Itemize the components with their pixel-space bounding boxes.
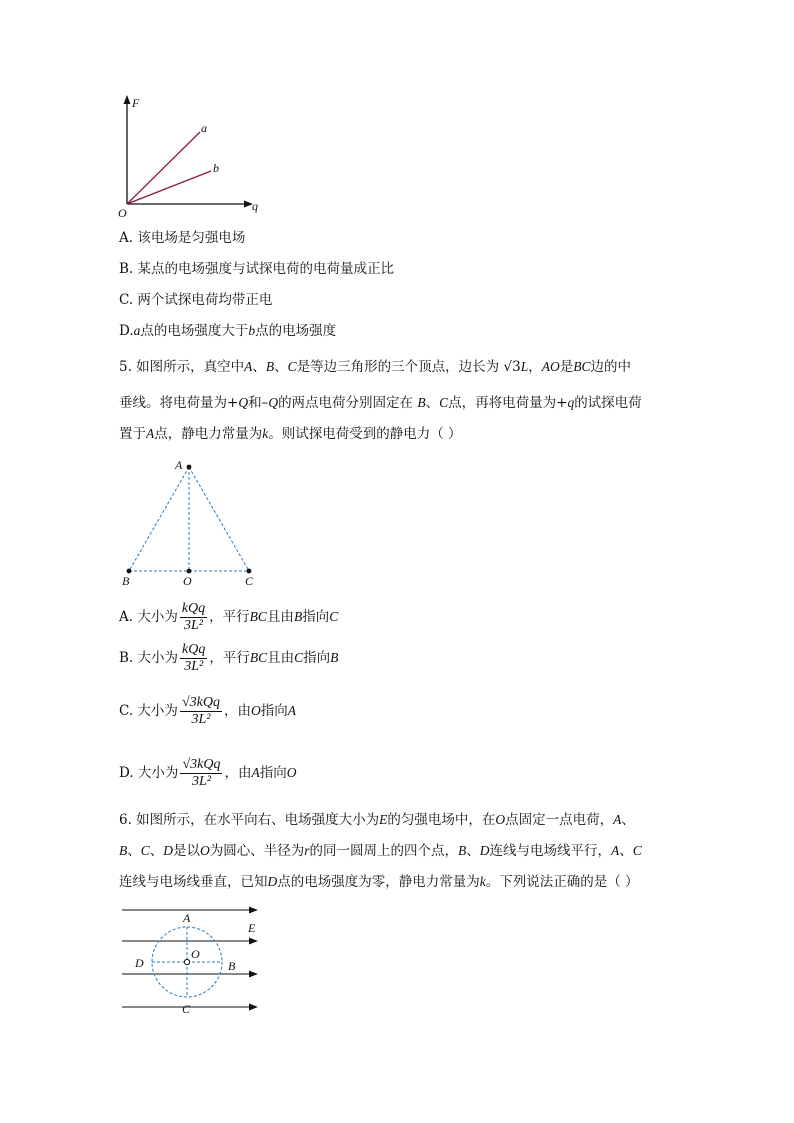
q5-var-c: C <box>294 650 304 665</box>
q5-var-b: B <box>330 650 339 665</box>
q5-var-c: C <box>287 359 297 374</box>
label-a: A <box>175 458 183 472</box>
fraction-numerator: √3kQq <box>182 757 221 772</box>
q6-text: 为圆心、半径为 <box>209 843 305 859</box>
q5-text: 指向 <box>259 765 287 781</box>
q5-line-1 <box>119 357 631 377</box>
label-d: D <box>135 956 144 970</box>
q5-var-a: A <box>146 426 155 441</box>
q6-var-d: D <box>479 843 490 858</box>
label-b: B <box>122 574 130 588</box>
q5-var-c: C <box>439 395 449 410</box>
q6-sep: 、 <box>619 843 633 859</box>
label-c: C <box>245 574 254 588</box>
line-b-label: b <box>213 161 219 175</box>
q6-var-a: A <box>611 843 620 858</box>
label-b: B <box>228 959 236 973</box>
x-axis-label: q <box>252 199 258 213</box>
q4-option-a-text: A. 该电场是匀强电场 <box>119 230 246 246</box>
q4-option-b-text: B. 某点的电场强度与试探电荷的电荷量成正比 <box>119 261 395 277</box>
q5-var-bc: BC <box>249 609 267 624</box>
q5-text: ，平行 <box>209 609 250 625</box>
q5-text: 是 <box>559 359 574 375</box>
q5-text: 置于 <box>119 426 146 442</box>
q6-text: 6. 如图所示，在水平向右、电场强度大小为 <box>119 812 380 828</box>
field-arrow-4 <box>249 1004 258 1011</box>
line-a-label: a <box>201 121 207 135</box>
q5-var-l: L <box>520 359 529 374</box>
q5-line-3 <box>119 424 462 444</box>
q6-text: 连线与电场线平行， <box>489 843 612 859</box>
label-e: E <box>248 921 256 935</box>
q5-var-a: A <box>287 703 296 718</box>
q5-option-b-fraction <box>180 642 207 675</box>
origin-label: O <box>118 206 127 220</box>
q5-option-d-label: D. 大小为 <box>119 765 179 781</box>
line-b <box>127 171 211 204</box>
q6-text: 点固定一点电荷， <box>505 812 614 828</box>
side-ab <box>129 467 189 571</box>
q5-var-q: Q <box>268 395 279 410</box>
q5-var-b: B <box>265 359 275 374</box>
q5-option-a-label: A. 大小为 <box>119 609 178 625</box>
field-arrow-2 <box>249 938 258 945</box>
q5-text: 且由 <box>267 650 295 666</box>
q5-text: 是等边三角形的三个顶点，边长为 <box>296 359 500 375</box>
q6-text: 连线与电场线垂直，已知 <box>119 874 268 890</box>
q5-var-b: B <box>293 609 303 624</box>
q6-var-k: k <box>479 874 486 889</box>
q6-var-o: O <box>495 812 506 827</box>
q4-option-d-a: a <box>133 323 141 338</box>
q5-option-b <box>119 641 338 675</box>
q5-var-q: Q <box>238 395 249 410</box>
q5-var-a: A <box>244 359 253 374</box>
point-c <box>247 569 252 574</box>
q5-option-d <box>119 756 296 790</box>
q5-option-b-label: B. 大小为 <box>119 650 179 666</box>
q5-text: ，由 <box>223 703 251 719</box>
q4-option-d-end: 点的电场强度 <box>255 323 337 339</box>
q5-var-o: O <box>286 765 297 780</box>
q6-line-2 <box>119 841 642 861</box>
q5-option-c <box>119 694 296 728</box>
q6-var-e: E <box>379 812 388 827</box>
y-axis-label: F <box>132 96 140 110</box>
label-c: C <box>182 1002 191 1016</box>
point-b <box>127 569 132 574</box>
line-a <box>127 132 200 204</box>
point-o <box>187 569 192 574</box>
q6-var-d: D <box>163 843 174 858</box>
fraction-denominator: 3L² <box>191 712 211 727</box>
y-axis-arrow <box>124 95 131 104</box>
q5-var-a: A <box>251 765 260 780</box>
q6-var-b: B <box>119 843 128 858</box>
q5-var-o: O <box>250 703 261 718</box>
q4-option-b <box>119 259 394 279</box>
q4-option-d <box>119 321 336 341</box>
q4-option-d-mid: 点的电场强度大于 <box>140 323 249 339</box>
q5-text: 5. 如图所示，真空中 <box>119 359 245 375</box>
q5-text: ，平行 <box>209 650 250 666</box>
q6-sep: 、 <box>127 843 141 859</box>
q5-var-bc: BC <box>573 359 591 374</box>
label-o: O <box>191 947 200 961</box>
q6-var-d: D <box>267 874 278 889</box>
fraction-numerator: kQq <box>182 642 206 657</box>
q5-var-k: k <box>262 426 269 441</box>
q6-var-r: r <box>304 843 310 858</box>
q4-option-d-b: b <box>248 323 256 338</box>
q5-sep: 、 <box>252 359 266 375</box>
q5-text: 且由 <box>266 609 294 625</box>
q5-option-d-fraction <box>180 757 222 790</box>
q5-text: ，由 <box>224 765 252 781</box>
q5-option-c-fraction <box>180 695 222 728</box>
fraction-denominator: 3L² <box>184 659 204 674</box>
q5-sqrt3: √3 <box>503 359 521 375</box>
q5-text: 点，再将电荷量为+ <box>448 395 568 411</box>
q5-text: 的试探电荷 <box>574 395 642 411</box>
fraction-numerator: √3kQq <box>181 695 220 710</box>
q5-text: 垂线。将电荷量为+ <box>119 395 239 411</box>
q5-var-bc: BC <box>249 650 268 665</box>
q5-var-smallq: q <box>567 395 575 410</box>
q6-text: 是以 <box>173 843 201 859</box>
field-arrow-3 <box>249 971 258 978</box>
q6-line-3 <box>119 872 639 892</box>
label-a: A <box>183 911 191 925</box>
q5-text: 和– <box>248 395 269 411</box>
q5-text: 指向 <box>302 609 330 625</box>
q4-option-d-label: D. <box>119 323 134 339</box>
q5-line-2 <box>119 393 642 413</box>
q5-text: 指向 <box>260 703 288 719</box>
force-charge-graph <box>110 92 270 222</box>
q6-var-c: C <box>140 843 150 858</box>
q4-option-c <box>119 290 272 310</box>
center-o <box>184 959 189 964</box>
triangle-figure <box>112 455 272 590</box>
fraction-numerator: kQq <box>181 601 206 616</box>
q6-var-c: C <box>632 843 642 858</box>
q5-text: 的两点电荷分别固定在 <box>278 395 414 411</box>
q6-var-o: O <box>200 843 210 858</box>
q5-option-a-fraction <box>180 601 207 634</box>
q6-text: 的匀强电场中，在 <box>387 812 496 828</box>
q5-var-b: B <box>417 395 426 410</box>
q5-text: 指向 <box>303 650 331 666</box>
q5-sep: 、 <box>425 395 440 411</box>
fraction-denominator: 3L² <box>191 774 211 789</box>
q4-option-c-text: C. 两个试探电荷均带正电 <box>119 292 273 308</box>
q6-sep: 、 <box>149 843 164 859</box>
field-circle-figure <box>112 898 272 1020</box>
fraction-denominator: 3L² <box>184 618 203 633</box>
q6-sep: 、 <box>466 843 480 859</box>
q6-text: 点的电场强度为零，静电力常量为 <box>277 874 480 890</box>
q4-option-a <box>119 228 245 248</box>
q5-comma: ， <box>528 359 542 375</box>
q5-var-ao: AO <box>541 359 560 374</box>
q6-var-a: A <box>613 812 622 827</box>
field-arrow-1 <box>249 907 258 914</box>
q5-text: 点，静电力常量为 <box>154 426 263 442</box>
q6-text: 的同一圆周上的四个点， <box>309 843 459 859</box>
q6-sep: 、 <box>621 812 635 828</box>
q5-text: 。则试探电荷受到的静电力（ ） <box>268 426 462 442</box>
q5-sep: 、 <box>274 359 288 375</box>
label-o: O <box>183 574 192 588</box>
q5-option-c-label: C. 大小为 <box>119 703 178 719</box>
side-ac <box>189 467 249 571</box>
q5-option-a <box>119 600 338 634</box>
q6-line-1 <box>119 810 635 830</box>
q5-text: 边的中 <box>590 359 631 375</box>
q6-text: 。下列说法正确的是（ ） <box>485 874 639 890</box>
q5-var-c: C <box>329 609 339 624</box>
point-a <box>187 465 192 470</box>
q6-var-b: B <box>458 843 467 858</box>
